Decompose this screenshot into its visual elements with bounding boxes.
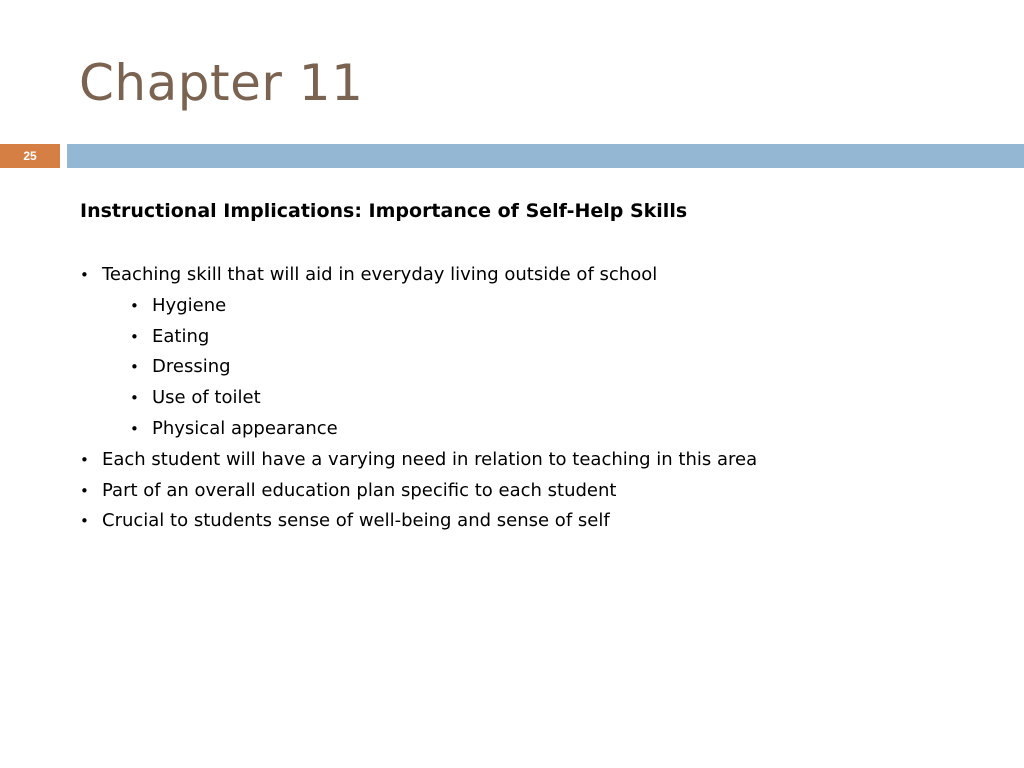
- sub-bullet-item: [130, 383, 980, 414]
- slide-title: Chapter 11: [79, 54, 364, 112]
- bullet-text: Hygiene: [152, 294, 227, 316]
- bullet-dot-icon: •: [130, 419, 139, 438]
- bullet-text: Part of an overall education plan specific to each student: [102, 479, 617, 501]
- bullet-dot-icon: •: [80, 481, 89, 500]
- slide-content: [80, 196, 980, 537]
- bullet-text: Dressing: [152, 356, 231, 378]
- bullet-item: [80, 506, 980, 537]
- bullet-dot-icon: •: [130, 327, 139, 346]
- bullet-dot-icon: •: [130, 358, 139, 377]
- slide-number-badge: 25: [0, 144, 60, 168]
- bullet-item: [80, 445, 980, 476]
- bullet-text: Each student will have a varying need in relation to teaching in this area: [102, 448, 758, 470]
- content-heading: Instructional Implications: Importance of Self-Help Skills: [80, 200, 688, 222]
- sub-bullet-item: [130, 291, 980, 322]
- sub-bullet-item: [130, 352, 980, 383]
- bullet-text: Crucial to students sense of well-being and sense of self: [102, 510, 610, 532]
- title-divider-bar: [67, 144, 1024, 168]
- bullet-dot-icon: •: [80, 512, 89, 531]
- bullet-dot-icon: •: [80, 450, 89, 469]
- bullet-item: [80, 260, 980, 291]
- bullet-text: Physical appearance: [152, 417, 338, 439]
- bullet-dot-icon: •: [130, 389, 139, 408]
- bullet-list: [80, 260, 980, 537]
- bullet-dot-icon: •: [130, 296, 139, 315]
- bullet-text: Eating: [152, 325, 210, 347]
- bullet-text: Use of toilet: [152, 387, 261, 409]
- sub-bullet-item: [130, 414, 980, 445]
- bullet-item: [80, 476, 980, 507]
- sub-bullet-item: [130, 322, 980, 353]
- bullet-dot-icon: •: [80, 266, 89, 284]
- bullet-text: Teaching skill that will aid in everyday living outside of school: [102, 264, 658, 285]
- heading-spacer: [80, 226, 980, 260]
